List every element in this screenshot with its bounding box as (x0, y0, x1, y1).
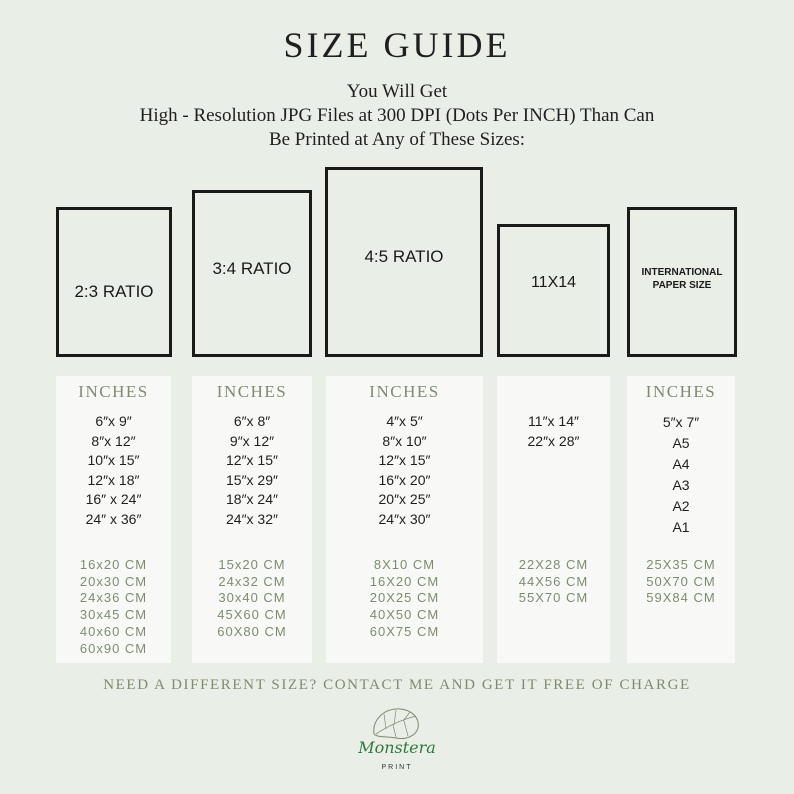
frame-label: INTERNATIONAL PAPER SIZE (641, 267, 723, 291)
cm-size-item: 8X10 CM (373, 557, 436, 572)
frame-label: 3:4 RATIO (212, 258, 292, 278)
column-heading: INCHES (645, 382, 717, 401)
cm-size-item: 20x30 CM (79, 573, 148, 589)
inch-size-item: 8″x 12″ (91, 432, 136, 449)
inch-size-list (326, 412, 483, 529)
frame-label: 4:5 RATIO (364, 247, 444, 266)
frame-2-3-ratio (56, 207, 172, 357)
inch-size-item: 24″x 32″ (226, 510, 278, 527)
inch-size-item: 18″x 24″ (226, 491, 278, 507)
inch-size-item: 10″x 15″ (87, 452, 140, 468)
logo-name: Monstera (358, 738, 436, 757)
cm-size-list (627, 557, 735, 607)
cm-size-item: 40x60 CM (79, 623, 148, 639)
subtitle-line-3: Be Printed at Any of These Sizes: (268, 129, 526, 150)
inch-size-item: 16″x 20″ (378, 471, 431, 488)
cm-size-list (56, 557, 171, 657)
frame-label: 2:3 RATIO (74, 282, 154, 301)
inch-size-list (627, 412, 735, 538)
frame-4-5-ratio (325, 167, 483, 357)
inch-size-list (497, 412, 610, 451)
column-heading: INCHES (369, 382, 440, 401)
cm-size-list (497, 557, 610, 607)
page-title: SIZE GUIDE (283, 25, 511, 65)
cm-size-item: 55X70 CM (518, 590, 589, 606)
cm-size-item: 22X28 CM (518, 557, 589, 572)
column-heading (497, 382, 610, 402)
subtitle-line-1: You Will Get (346, 81, 448, 102)
inch-size-item: 12″x 15″ (378, 452, 431, 468)
inch-size-item: 12″x 18″ (87, 471, 140, 488)
inch-size-item: 6″x 9″ (95, 413, 132, 429)
inch-size-item: A1 (672, 519, 690, 535)
inch-size-item: A5 (672, 435, 690, 451)
frame-label: 11X14 (530, 273, 577, 291)
frame-international-paper-size (627, 207, 737, 357)
inch-size-item: 16″ x 24″ (85, 491, 142, 507)
cm-size-item: 60X75 CM (369, 623, 440, 639)
inch-size-item: A3 (672, 477, 690, 493)
subtitle-line-2: High - Resolution JPG Files at 300 DPI (Dots Per INCH) Than Can (139, 105, 655, 126)
cm-size-item: 25X35 CM (646, 557, 716, 572)
inch-size-item: A2 (672, 498, 690, 514)
cm-size-list (326, 557, 483, 641)
size-column-11x14 (497, 376, 610, 663)
cm-size-item: 44X56 CM (518, 573, 589, 589)
cm-size-item: 16X20 CM (369, 573, 440, 589)
cm-size-item: 40X50 CM (369, 607, 440, 623)
cm-size-item: 24x32 CM (218, 573, 286, 589)
inch-size-item: 24″x 30″ (378, 510, 431, 527)
cm-size-item: 20X25 CM (369, 590, 440, 606)
inch-size-item: 5″x 7″ (662, 414, 700, 430)
inch-size-list (192, 412, 312, 529)
inch-size-item: 22″x 28″ (527, 432, 580, 449)
inch-size-item: 15″x 29″ (226, 471, 278, 488)
size-column-3-4 (192, 376, 312, 663)
cm-size-item: 50X70 CM (646, 573, 716, 589)
page-subtitle (0, 80, 794, 152)
column-heading: INCHES (78, 382, 149, 401)
logo-subtitle: PRINT (381, 764, 413, 771)
frame-3-4-ratio (192, 190, 312, 357)
cm-size-list (192, 557, 312, 641)
inch-size-item: 6″x 8″ (233, 413, 271, 429)
cm-size-item: 24x36 CM (79, 590, 148, 606)
inch-size-item: 24″ x 36″ (85, 510, 142, 527)
inch-size-item: 20″x 25″ (378, 491, 431, 507)
inch-size-item: 11″x 14″ (528, 413, 579, 429)
size-column-international (627, 376, 735, 663)
cm-size-item: 45X60 CM (217, 607, 287, 623)
frame-11x14 (497, 224, 610, 357)
monstera-print-logo (352, 704, 442, 784)
inch-size-item: 4″x 5″ (386, 413, 423, 429)
size-column-4-5 (326, 376, 483, 663)
cm-size-item: 60X80 CM (217, 623, 287, 639)
cm-size-item: 30x40 CM (218, 590, 286, 606)
cm-size-item: 15x20 CM (218, 557, 286, 572)
cm-size-item: 60x90 CM (79, 640, 148, 656)
column-heading: INCHES (216, 382, 288, 401)
contact-note: NEED A DIFFERENT SIZE? CONTACT ME AND GET IT FREE OF CHARGE (103, 677, 691, 693)
inch-size-list (56, 412, 171, 529)
cm-size-item: 16x20 CM (79, 557, 148, 572)
inch-size-item: A4 (672, 456, 690, 472)
cm-size-item: 30x45 CM (79, 607, 148, 623)
inch-size-item: 8″x 10″ (382, 432, 427, 449)
inch-size-item: 12″x 15″ (226, 452, 278, 468)
inch-size-item: 9″x 12″ (229, 432, 275, 449)
size-column-2-3 (56, 376, 171, 663)
cm-size-item: 59X84 CM (646, 590, 716, 606)
